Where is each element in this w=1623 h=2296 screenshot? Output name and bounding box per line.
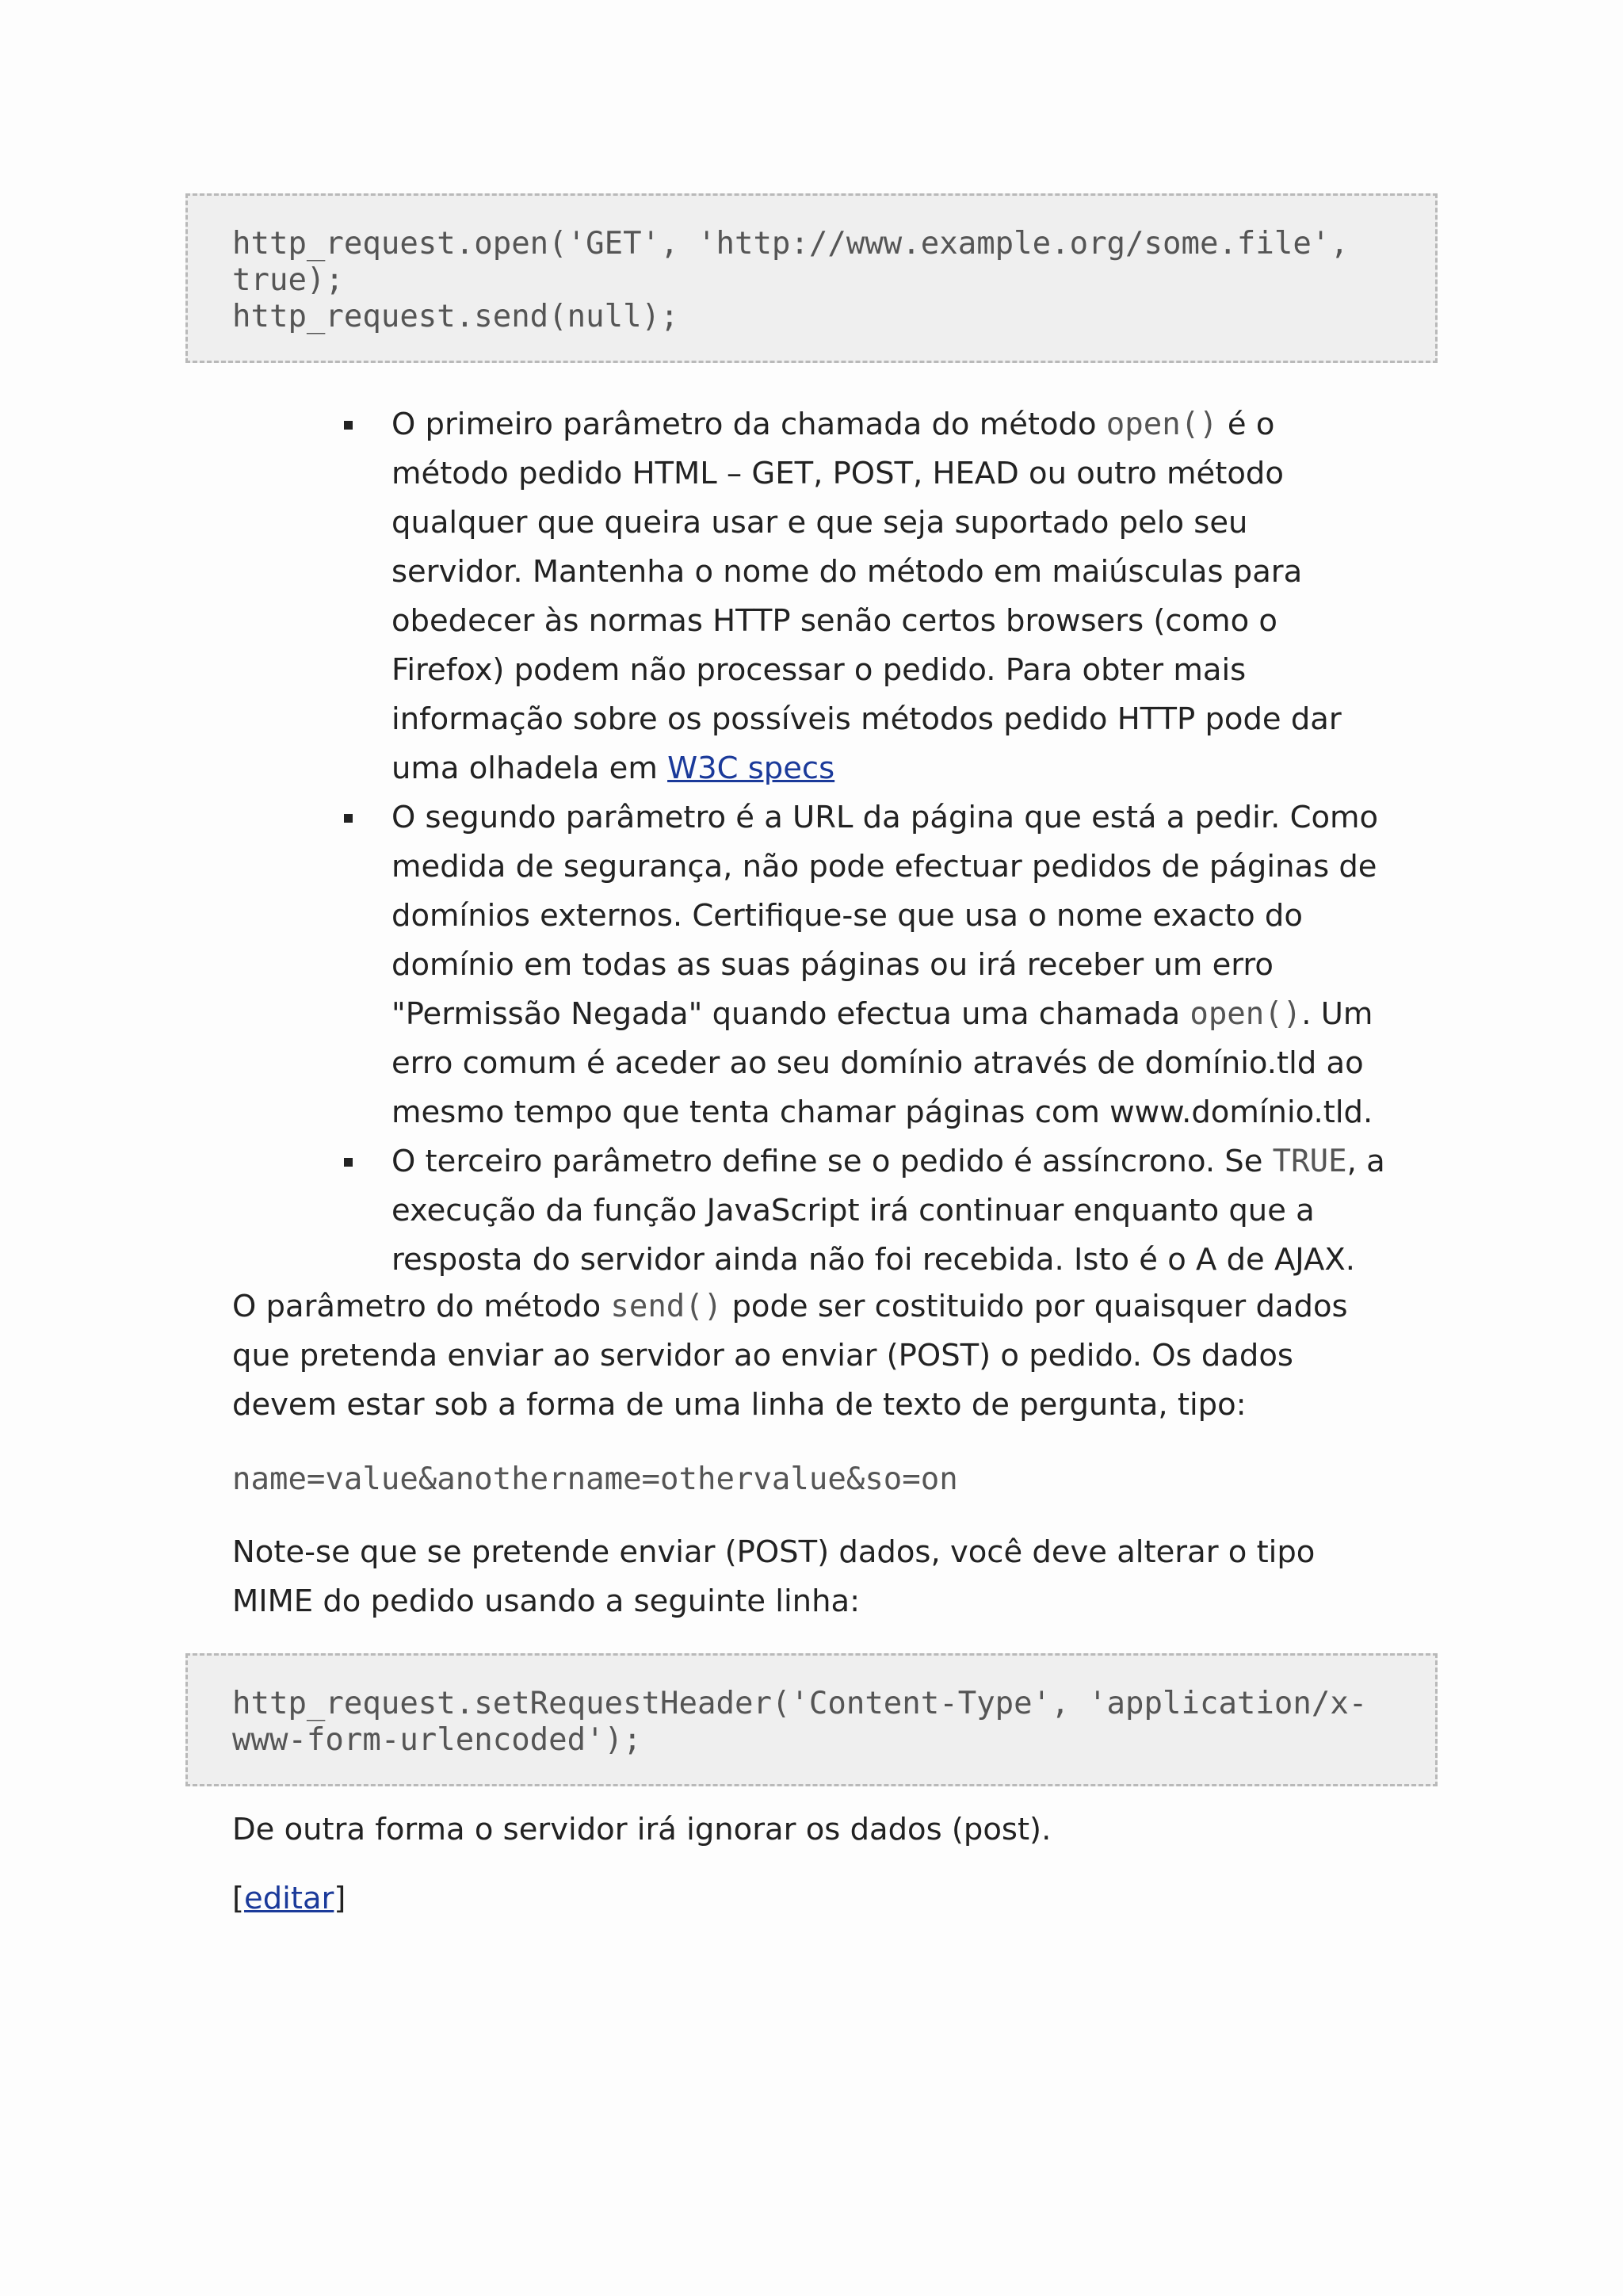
list-item-text: O segundo parâmetro é a URL da página que está a pedir. Como medida de segurança, não pode efectuar pedidos de páginas de domínios externos. Certifique-se que usa o nome exacto do domínio em todas as suas páginas ou irá receber um erro "Permissão Negada" quando efectua uma chamada	[391, 800, 1379, 1032]
parameter-list	[341, 400, 1387, 1285]
list-item-third-parameter	[341, 1137, 1387, 1285]
square-bullet-icon	[344, 1158, 353, 1167]
code-line: http_request.setRequestHeader('Content-Type', 'application/x-	[232, 1686, 1368, 1721]
list-item-second-parameter	[341, 793, 1387, 1137]
ignore-data-paragraph: De outra forma o servidor irá ignorar os dados (post).	[232, 1812, 1052, 1847]
code-line: true);	[232, 262, 344, 298]
list-item-text: O terceiro parâmetro define se o pedido é assíncrono. Se	[391, 1144, 1273, 1179]
list-item-text: é o método pedido HTML – GET, POST, HEAD ou outro método qualquer que queira usar e que seja suportado pelo seu servidor. Mantenha o nome do método em maiúsculas para obedecer às normas HTTP senão certos browsers (como o Firefox) podem não processar o pedido. Para obter mais informação sobre os possíveis métodos pedido HTTP pode dar uma olhadela em	[391, 407, 1342, 786]
code-line: www-form-urlencoded');	[232, 1722, 642, 1758]
inline-code: open()	[1190, 996, 1302, 1032]
bracket-open: [	[232, 1881, 245, 1916]
edit-link[interactable]: editar	[244, 1881, 334, 1916]
paragraph-text: O parâmetro do método	[232, 1289, 611, 1324]
edit-section	[232, 1874, 1389, 1924]
inline-code: send()	[610, 1289, 723, 1324]
paragraph-text: pode ser costituido por quaisquer dados que pretenda enviar ao servidor ao enviar (POST) o pedido. Os dados devem estar sob a forma de uma linha de texto de pergunta, tipo:	[232, 1289, 1348, 1423]
query-string-example: name=value&anothername=othervalue&so=on	[232, 1461, 958, 1497]
code-line: http_request.open('GET', 'http://www.example.org/some.file',	[232, 226, 1349, 262]
mime-note-paragraph: Note-se que se pretende enviar (POST) dados, você deve alterar o tipo MIME do pedido usando a seguinte linha:	[232, 1534, 1316, 1619]
square-bullet-icon	[344, 421, 353, 430]
list-item-text: O primeiro parâmetro da chamada do método	[391, 407, 1106, 442]
list-item-text: , a execução da função JavaScript irá continuar enquanto que a resposta do servidor ainda não foi recebida. Isto é o A de AJAX.	[391, 1144, 1385, 1278]
w3c-specs-link[interactable]: W3C specs	[667, 751, 835, 786]
code-block-set-request-header	[185, 1653, 1438, 1786]
send-parameter-paragraph	[232, 1282, 1389, 1430]
code-line: http_request.send(null);	[232, 299, 679, 334]
list-item-text: . Um erro comum é aceder ao seu domínio através de domínio.tld ao mesmo tempo que tenta chamar páginas com www.domínio.tld.	[391, 996, 1373, 1130]
list-item-first-parameter	[341, 400, 1387, 793]
code-block-open-send	[185, 193, 1438, 363]
square-bullet-icon	[344, 814, 353, 823]
inline-code: open()	[1106, 407, 1218, 442]
inline-code: TRUE	[1272, 1144, 1347, 1179]
bracket-close: ]	[334, 1881, 346, 1916]
